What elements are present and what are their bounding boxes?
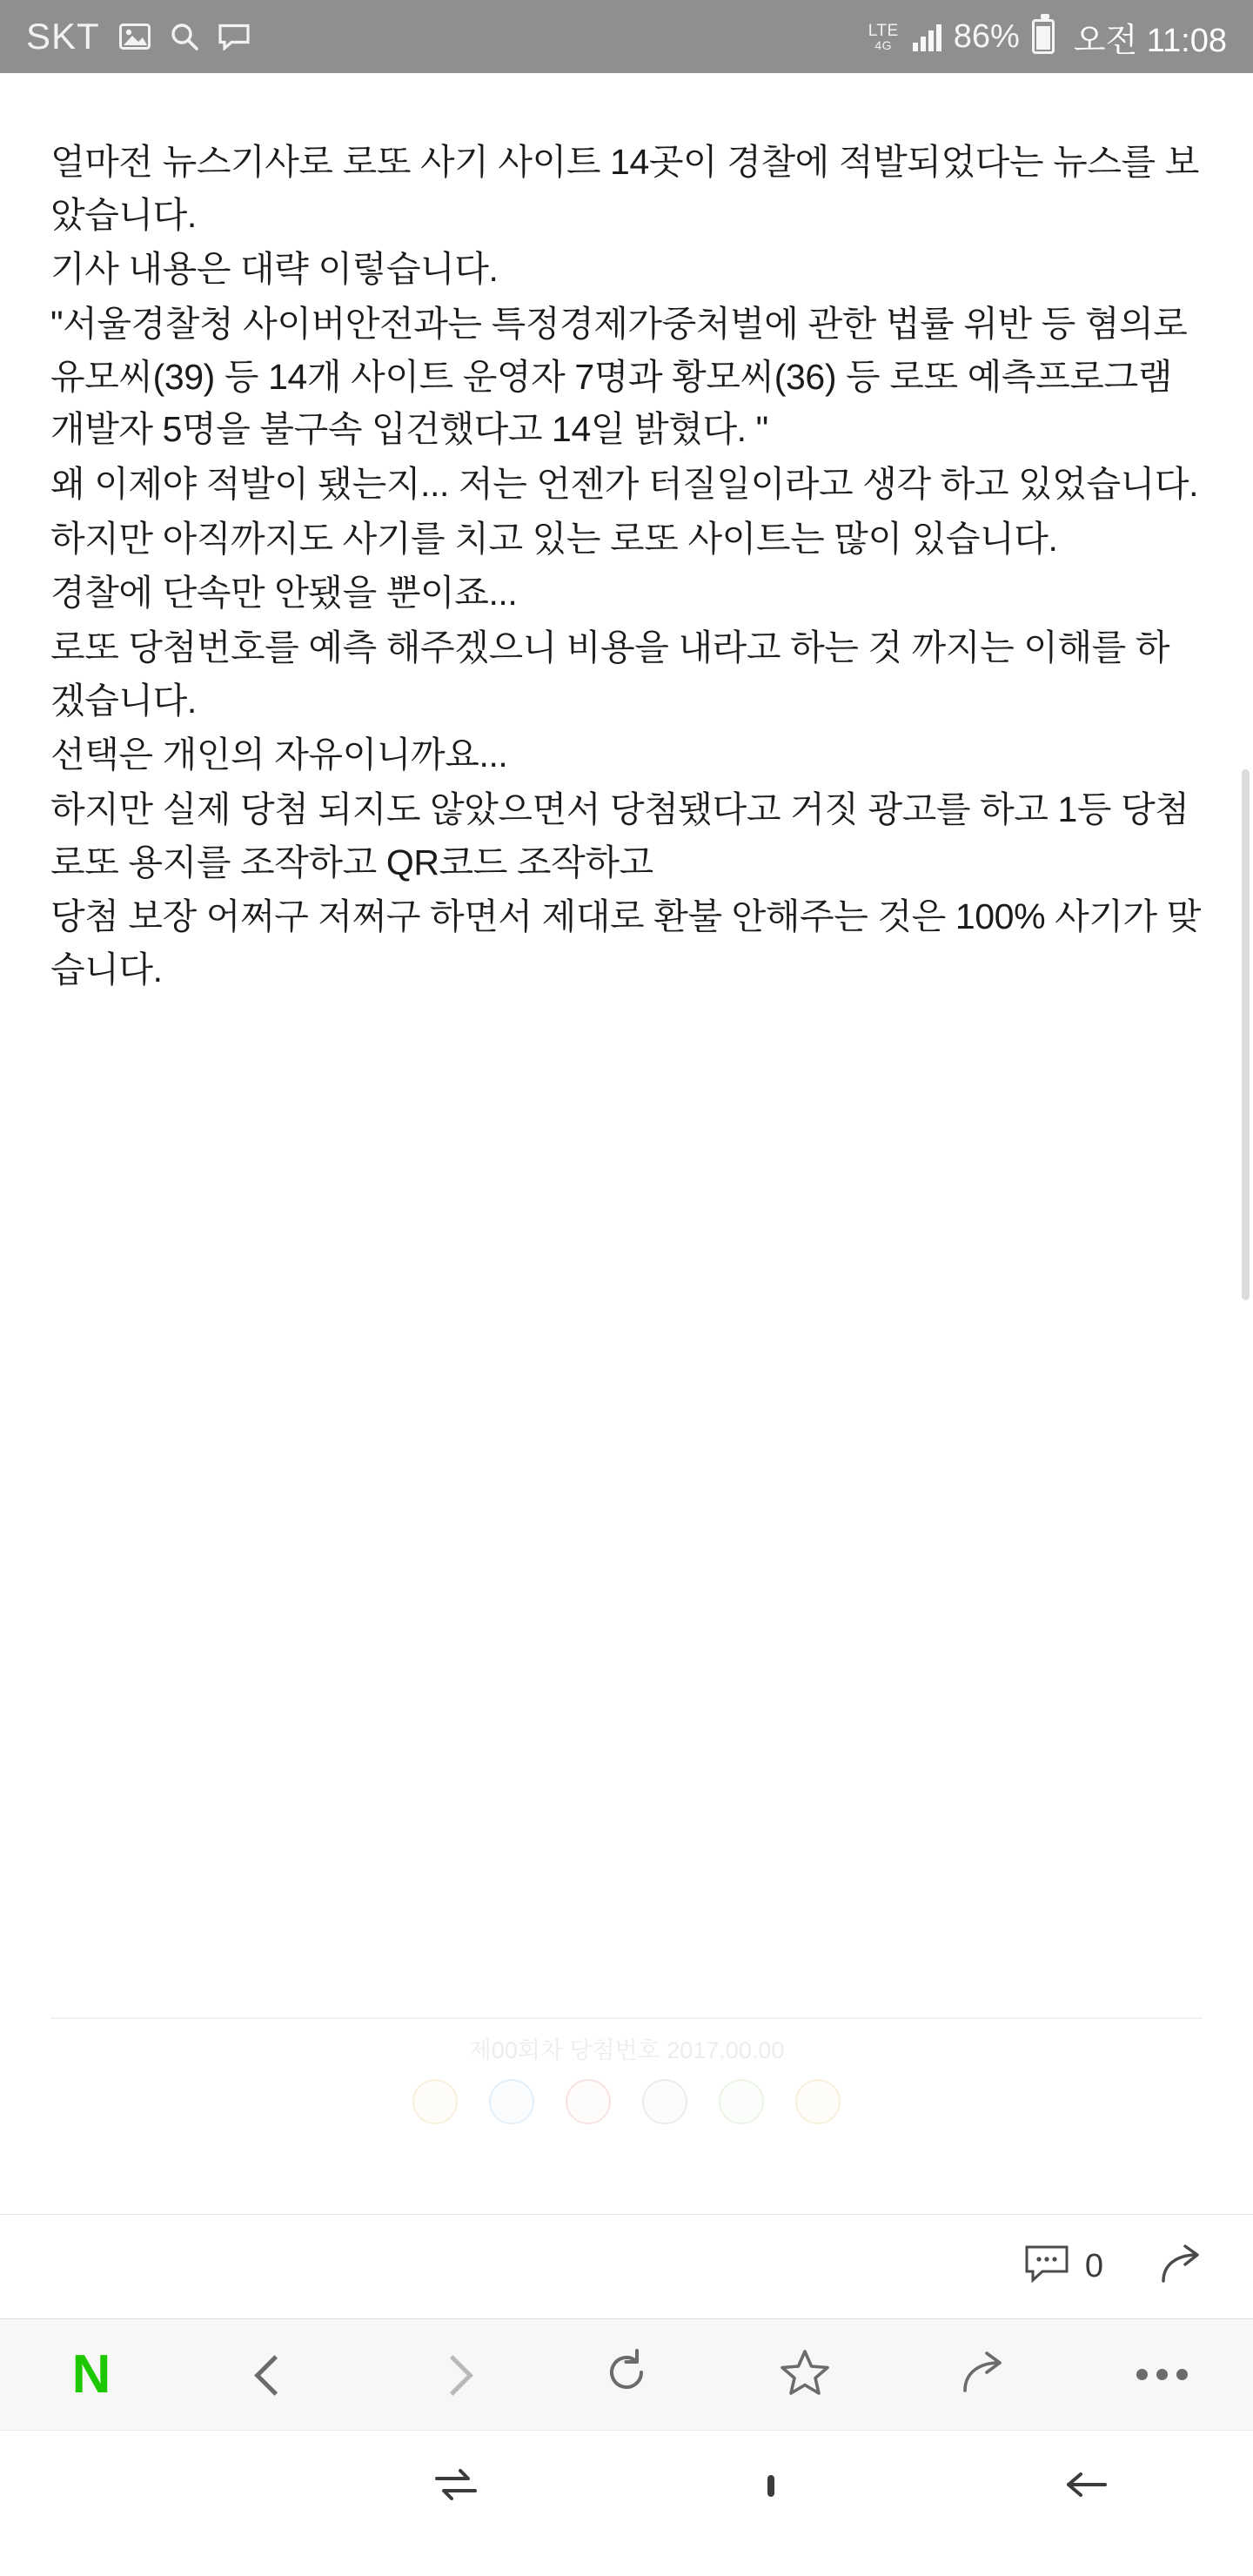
naver-logo-icon: N xyxy=(71,2344,111,2405)
lottery-ball xyxy=(566,2079,611,2124)
article-paragraph: 경찰에 단속만 안됐을 뿐이죠... xyxy=(50,573,518,614)
lottery-ball xyxy=(719,2079,764,2124)
share-icon xyxy=(960,2349,1007,2400)
naver-home-button[interactable] xyxy=(40,2324,143,2426)
android-navigation-bar xyxy=(0,2430,1253,2542)
article-paragraph: "서울경찰청 사이버안전과는 특정경제가중처벌에 관한 법률 위반 등 혐의로 유모씨(39) 등 14개 사이트 운영자 7명과 황모씨(36) 등 로또 예측프로그램 개발자 5명을 불구속 입건했다고 14일 밝혔다. " xyxy=(50,304,1188,450)
share-icon xyxy=(1159,2243,1206,2291)
browser-toolbar xyxy=(0,2318,1253,2430)
article-paragraph: 로또 당첨번호를 예측 해주겠으니 비용을 내라고 하는 것 까지는 이해를 하겠습니다. xyxy=(50,627,1170,721)
divider xyxy=(50,2017,1203,2019)
battery-icon xyxy=(1032,19,1055,54)
article-paragraph: 선택은 개인의 자유이니까요... xyxy=(50,735,508,775)
chevron-left-icon xyxy=(257,2351,283,2399)
lottery-ball xyxy=(795,2079,841,2124)
article-body xyxy=(0,73,1253,996)
article-paragraph: 당첨 보장 어쩌구 저쩌구 하면서 제대로 환불 안해주는 것은 100% 사기가 맞습니다. xyxy=(50,896,1201,990)
signal-strength-icon xyxy=(913,22,941,51)
nav-recents-button[interactable] xyxy=(433,2468,479,2506)
back-button[interactable] xyxy=(218,2324,321,2426)
article-viewport[interactable] xyxy=(0,73,1253,2214)
comment-button[interactable] xyxy=(1024,2244,1103,2289)
nav-back-button[interactable] xyxy=(1063,2467,1109,2506)
status-bar-right xyxy=(868,13,1227,61)
lte-indicator xyxy=(868,23,899,51)
share-button[interactable] xyxy=(1159,2243,1206,2291)
search-icon xyxy=(170,22,199,51)
nav-home-button[interactable] xyxy=(767,2479,774,2494)
article-paragraph: 왜 이제야 적발이 됐는지... 저는 언젠가 터질일이라고 생각 하고 있었습니다. xyxy=(50,464,1199,505)
status-bar-left xyxy=(26,16,868,57)
article-paragraph: 하지만 아직까지도 사기를 치고 있는 로또 사이트는 많이 있습니다. xyxy=(50,518,1058,559)
reload-button[interactable] xyxy=(575,2324,678,2426)
lottery-ball xyxy=(489,2079,534,2124)
page-scrollbar[interactable] xyxy=(1242,769,1250,1300)
share-toolbar-button[interactable] xyxy=(932,2324,1035,2426)
lottery-ball-row xyxy=(50,2079,1203,2124)
carrier-label: SKT xyxy=(26,16,100,57)
battery-percent-label: 86% xyxy=(953,17,1020,55)
lte-sub-label: 4G xyxy=(874,37,893,52)
chevron-right-icon xyxy=(435,2351,461,2399)
bookmark-button[interactable] xyxy=(754,2324,856,2426)
chat-icon xyxy=(218,23,250,50)
home-square-icon xyxy=(767,2475,774,2497)
status-bar xyxy=(0,0,1253,73)
lottery-ball xyxy=(642,2079,687,2124)
lottery-result-preview xyxy=(50,2017,1203,2148)
post-action-bar xyxy=(0,2214,1253,2318)
article-paragraph: 얼마전 뉴스기사로 로또 사기 사이트 14곳이 경찰에 적발되었다는 뉴스를 보았습니다. xyxy=(50,142,1199,235)
lte-label: LTE xyxy=(868,21,899,40)
comment-count: 0 xyxy=(1084,2248,1103,2284)
star-icon xyxy=(780,2348,830,2401)
forward-button[interactable] xyxy=(397,2324,499,2426)
comment-icon xyxy=(1024,2244,1069,2289)
lottery-result-title: 제00회차 당첨번호 2017.00.00 xyxy=(468,2037,785,2063)
lottery-ball xyxy=(412,2079,458,2124)
reload-icon xyxy=(601,2347,652,2402)
article-paragraph: 하지만 실제 당첨 되지도 않았으면서 당첨됐다고 거짓 광고를 하고 1등 당첨 로또 용지를 조작하고 QR코드 조작하고 xyxy=(50,789,1189,882)
article-paragraph: 기사 내용은 대략 이렇습니다. xyxy=(50,249,499,290)
more-horizontal-icon xyxy=(1136,2369,1188,2380)
image-icon xyxy=(119,23,151,50)
clock-label: 오전 11:08 xyxy=(1073,22,1227,59)
recents-icon xyxy=(433,2490,479,2505)
arrow-left-icon xyxy=(1063,2491,1109,2506)
more-options-button[interactable] xyxy=(1110,2324,1213,2426)
